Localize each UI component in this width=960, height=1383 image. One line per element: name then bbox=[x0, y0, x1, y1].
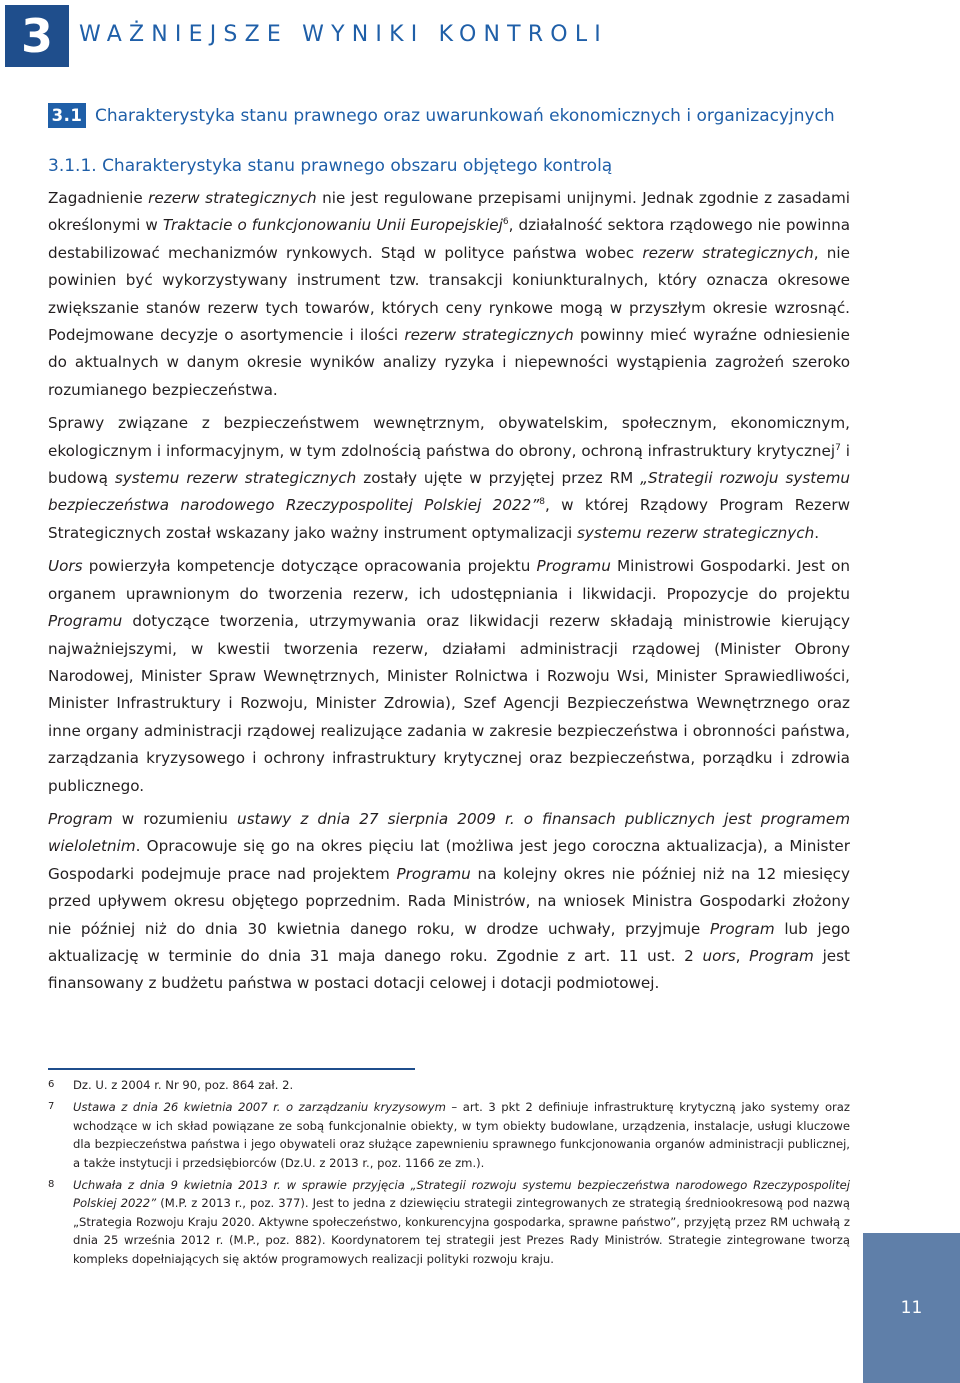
italic-term: rezerw strategicznych bbox=[148, 189, 317, 207]
text-span: , działalność sektora rządowego nie powinna destabilizować mechanizmów rynkowych. Stąd w polityce państwa wobec bbox=[48, 216, 850, 262]
text-span: powierzyła kompetencje dotyczące opracowania projektu bbox=[82, 557, 537, 576]
paragraph-3 bbox=[48, 553, 850, 800]
text-span: zostały ujęte w przyjętej przez RM bbox=[356, 469, 641, 488]
italic-term: Programu bbox=[48, 612, 123, 631]
italic-term: systemu rezerw strategicznych bbox=[114, 469, 357, 488]
text-span: nie jest regulowane przepisami unijnymi. Jednak zgodnie z zasadami określonymi w bbox=[48, 189, 850, 235]
italic-term: Programu bbox=[396, 864, 471, 883]
italic-term: uors bbox=[702, 946, 736, 965]
text-span: , bbox=[735, 946, 750, 965]
italic-term: Traktacie o funkcjonowaniu Unii Europejskiej bbox=[162, 216, 503, 235]
section-number: 3.1 bbox=[48, 103, 86, 128]
italic-term: „Strategii rozwoju systemu bezpieczeństwa narodowego Rzeczypospolitej Polskiej 2022” bbox=[48, 469, 850, 515]
footnote-8 bbox=[48, 1176, 850, 1268]
text-span: Ministrowi Gospodarki. Jest on organem uprawnionym do tworzenia rezerw, ich udostępniania i likwidacji. Propozycje do projektu bbox=[48, 557, 850, 603]
footnotes bbox=[48, 1076, 850, 1272]
paragraph-4 bbox=[48, 806, 850, 998]
text-span: , nie powinien być wykorzystywany instrument tzw. transakcji koniunkturalnych, który oznacza okresowe zwiększanie stanów rezerw tych towarów, których ceny rynkowe mogą w przyszłym okresie wzrosnąć. Podejmowane decyzje o asortymencie i ilości bbox=[48, 243, 850, 345]
chapter-title: WAŻNIEJSZE WYNIKI KONTROLI bbox=[79, 22, 608, 47]
text-span: . Opracowuje się go na okres pięciu lat (możliwa jest jego coroczna aktualizacja), a Minister Gospodarki podejmuje prace nad projektem bbox=[48, 837, 850, 883]
text-span: dotyczące tworzenia, utrzymywania oraz likwidacji rezerw składają ministrowie kierujący najważniejszymi, w kwestii tworzenia rezerw, działami administracji rządowej (Minister Obrony Narodowej, Minister Spraw Wewnętrznych, Minister Rolnictwa i Rozwoju Wsi, Minister Sprawiedliwości, Minister Infrastruktury i Rozwoju, Minister Zdrowia), Szef Agencji Bezpieczeństwa Wewnętrznego oraz inne organy administracji rządowej realizujące zadania w zakresie bezpieczeństwa i obronności państwa, zarządzania kryzysowego i ochrony infrastruktury krytycznej oraz bezpieczeństwa, porządku i zdrowia publicznego. bbox=[48, 612, 850, 795]
footnote-ref-7[interactable]: 7 bbox=[835, 442, 841, 453]
text-span: na kolejny okres nie później niż na 12 miesięcy przed upływem okresu objętego poprzednim. Rada Ministrów, na wniosek Ministra Gospodarki złożony nie później niż do dnia 30 kwietnia danego roku, w drodze uchwały, przyjmuje bbox=[48, 864, 851, 938]
italic-term: ustawy z dnia 27 sierpnia 2009 r. o finansach publicznych jest programem wieloletnim bbox=[48, 809, 850, 856]
italic-term: Ustawa z dnia 26 kwietnia 2007 r. o zarządzaniu kryzysowym bbox=[73, 1100, 446, 1115]
chapter-number-box bbox=[5, 5, 69, 67]
footnote-number: 6 bbox=[48, 1079, 55, 1090]
text-span: (M.P. z 2013 r., poz. 377). Jest to jedna z dziewięciu strategii zintegrowanych ze strategią średniookresową pod nazwą „Strategia Rozwoju Kraju 2020. Aktywne społeczeństwo, konkurencyjna gospodarka, sprawne państwo”, przyjętą przez RM uchwałą z dnia 25 września 2012 r. (M.P., poz. 882). Koordynatorem tej strategii jest Prezes Rady Ministrów. Strategie zintegrowane tworzą kompleks dopełniających się aktów programowych realizacji polityki rozwoju kraju. bbox=[73, 1196, 850, 1266]
text-span: i budową bbox=[48, 441, 850, 488]
footnote-text: Dz. U. z 2004 r. Nr 90, poz. 864 zał. 2. bbox=[73, 1078, 294, 1092]
footnote-number: 7 bbox=[48, 1101, 55, 1113]
paragraph-2 bbox=[48, 410, 850, 547]
footnote-7 bbox=[48, 1098, 850, 1172]
footnote-text bbox=[73, 1098, 850, 1172]
page-number-box bbox=[863, 1233, 960, 1383]
italic-term: Program bbox=[749, 946, 814, 965]
text-span: jest finansowany z budżetu państwa w postaci dotacji celowej i dotacji podmiotowej. bbox=[48, 946, 851, 993]
italic-term: rezerw strategicznych bbox=[404, 326, 574, 345]
italic-term: Program bbox=[48, 809, 113, 828]
text-span: – art. 3 pkt 2 definiuje infrastrukturę krytyczną jako systemy oraz wchodzące w ich skład powiązane ze sobą funkcjonalnie obiekty, w tym obiekty budowlane, urządzenia, instalacje, usługi kluczowe dla bezpieczeństwa państwa i jego obywateli oraz służące zapewnieniu sprawnego funkcjonowania organów administracji publicznej, a także instytucji i przedsiębiorców (Dz.U. z 2013 r., poz. 1166 ze zm.). bbox=[73, 1100, 850, 1170]
text-span: , w której Rządowy Program Rezerw Strategicznych został wskazany jako ważny instrument optymalizacji bbox=[48, 496, 850, 542]
italic-term: Programu bbox=[536, 557, 611, 576]
page-number: 11 bbox=[900, 1298, 923, 1318]
italic-term: rezerw strategicznych bbox=[642, 243, 814, 262]
text-span: w rozumieniu bbox=[112, 809, 238, 828]
chapter-number: 3 bbox=[20, 9, 53, 63]
section-heading bbox=[48, 103, 835, 128]
text-span: . bbox=[814, 523, 820, 542]
subsection-heading: 3.1.1. Charakterystyka stanu prawnego obszaru objętego kontrolą bbox=[48, 156, 613, 176]
italic-term: systemu rezerw strategicznych bbox=[577, 523, 815, 542]
text-span: Sprawy związane z bezpieczeństwem wewnętrznym, obywatelskim, społecznym, ekonomicznym, ekologicznym i informacyjnym, w tym zdolnością państwa do obrony, ochroną infrastruktury krytycznej bbox=[48, 414, 850, 460]
footnote-ref-8[interactable]: 8 bbox=[539, 497, 545, 508]
text-span: Zagadnienie bbox=[48, 189, 149, 207]
italic-term: Program bbox=[709, 919, 775, 938]
italic-term: Uchwała z dnia 9 kwietnia 2013 r. w sprawie przyjęcia „Strategii rozwoju systemu bezpieczeństwa narodowego Rzeczypospolitej Polskiej 2022” bbox=[73, 1178, 850, 1211]
footnote-number: 8 bbox=[48, 1179, 55, 1191]
footnote-divider bbox=[48, 1068, 415, 1070]
footnote-text bbox=[73, 1176, 850, 1268]
body-text bbox=[48, 185, 850, 1004]
italic-term: Uors bbox=[48, 557, 83, 576]
footnote-6 bbox=[48, 1076, 850, 1094]
paragraph-1 bbox=[48, 185, 850, 404]
text-span: powinny mieć wyraźne odniesienie do aktualnych w danym okresie wyników analizy ryzyka i niepewności wystąpienia zagrożeń szeroko rozumianego bezpieczeństwa. bbox=[48, 326, 850, 399]
text-span: lub jego aktualizację w terminie do dnia 31 maja danego roku. Zgodnie z art. 11 ust. 2 bbox=[48, 919, 851, 965]
section-title: Charakterystyka stanu prawnego oraz uwarunkowań ekonomicznych i organizacyjnych bbox=[95, 105, 835, 126]
footnote-ref-6[interactable]: 6 bbox=[502, 217, 509, 228]
